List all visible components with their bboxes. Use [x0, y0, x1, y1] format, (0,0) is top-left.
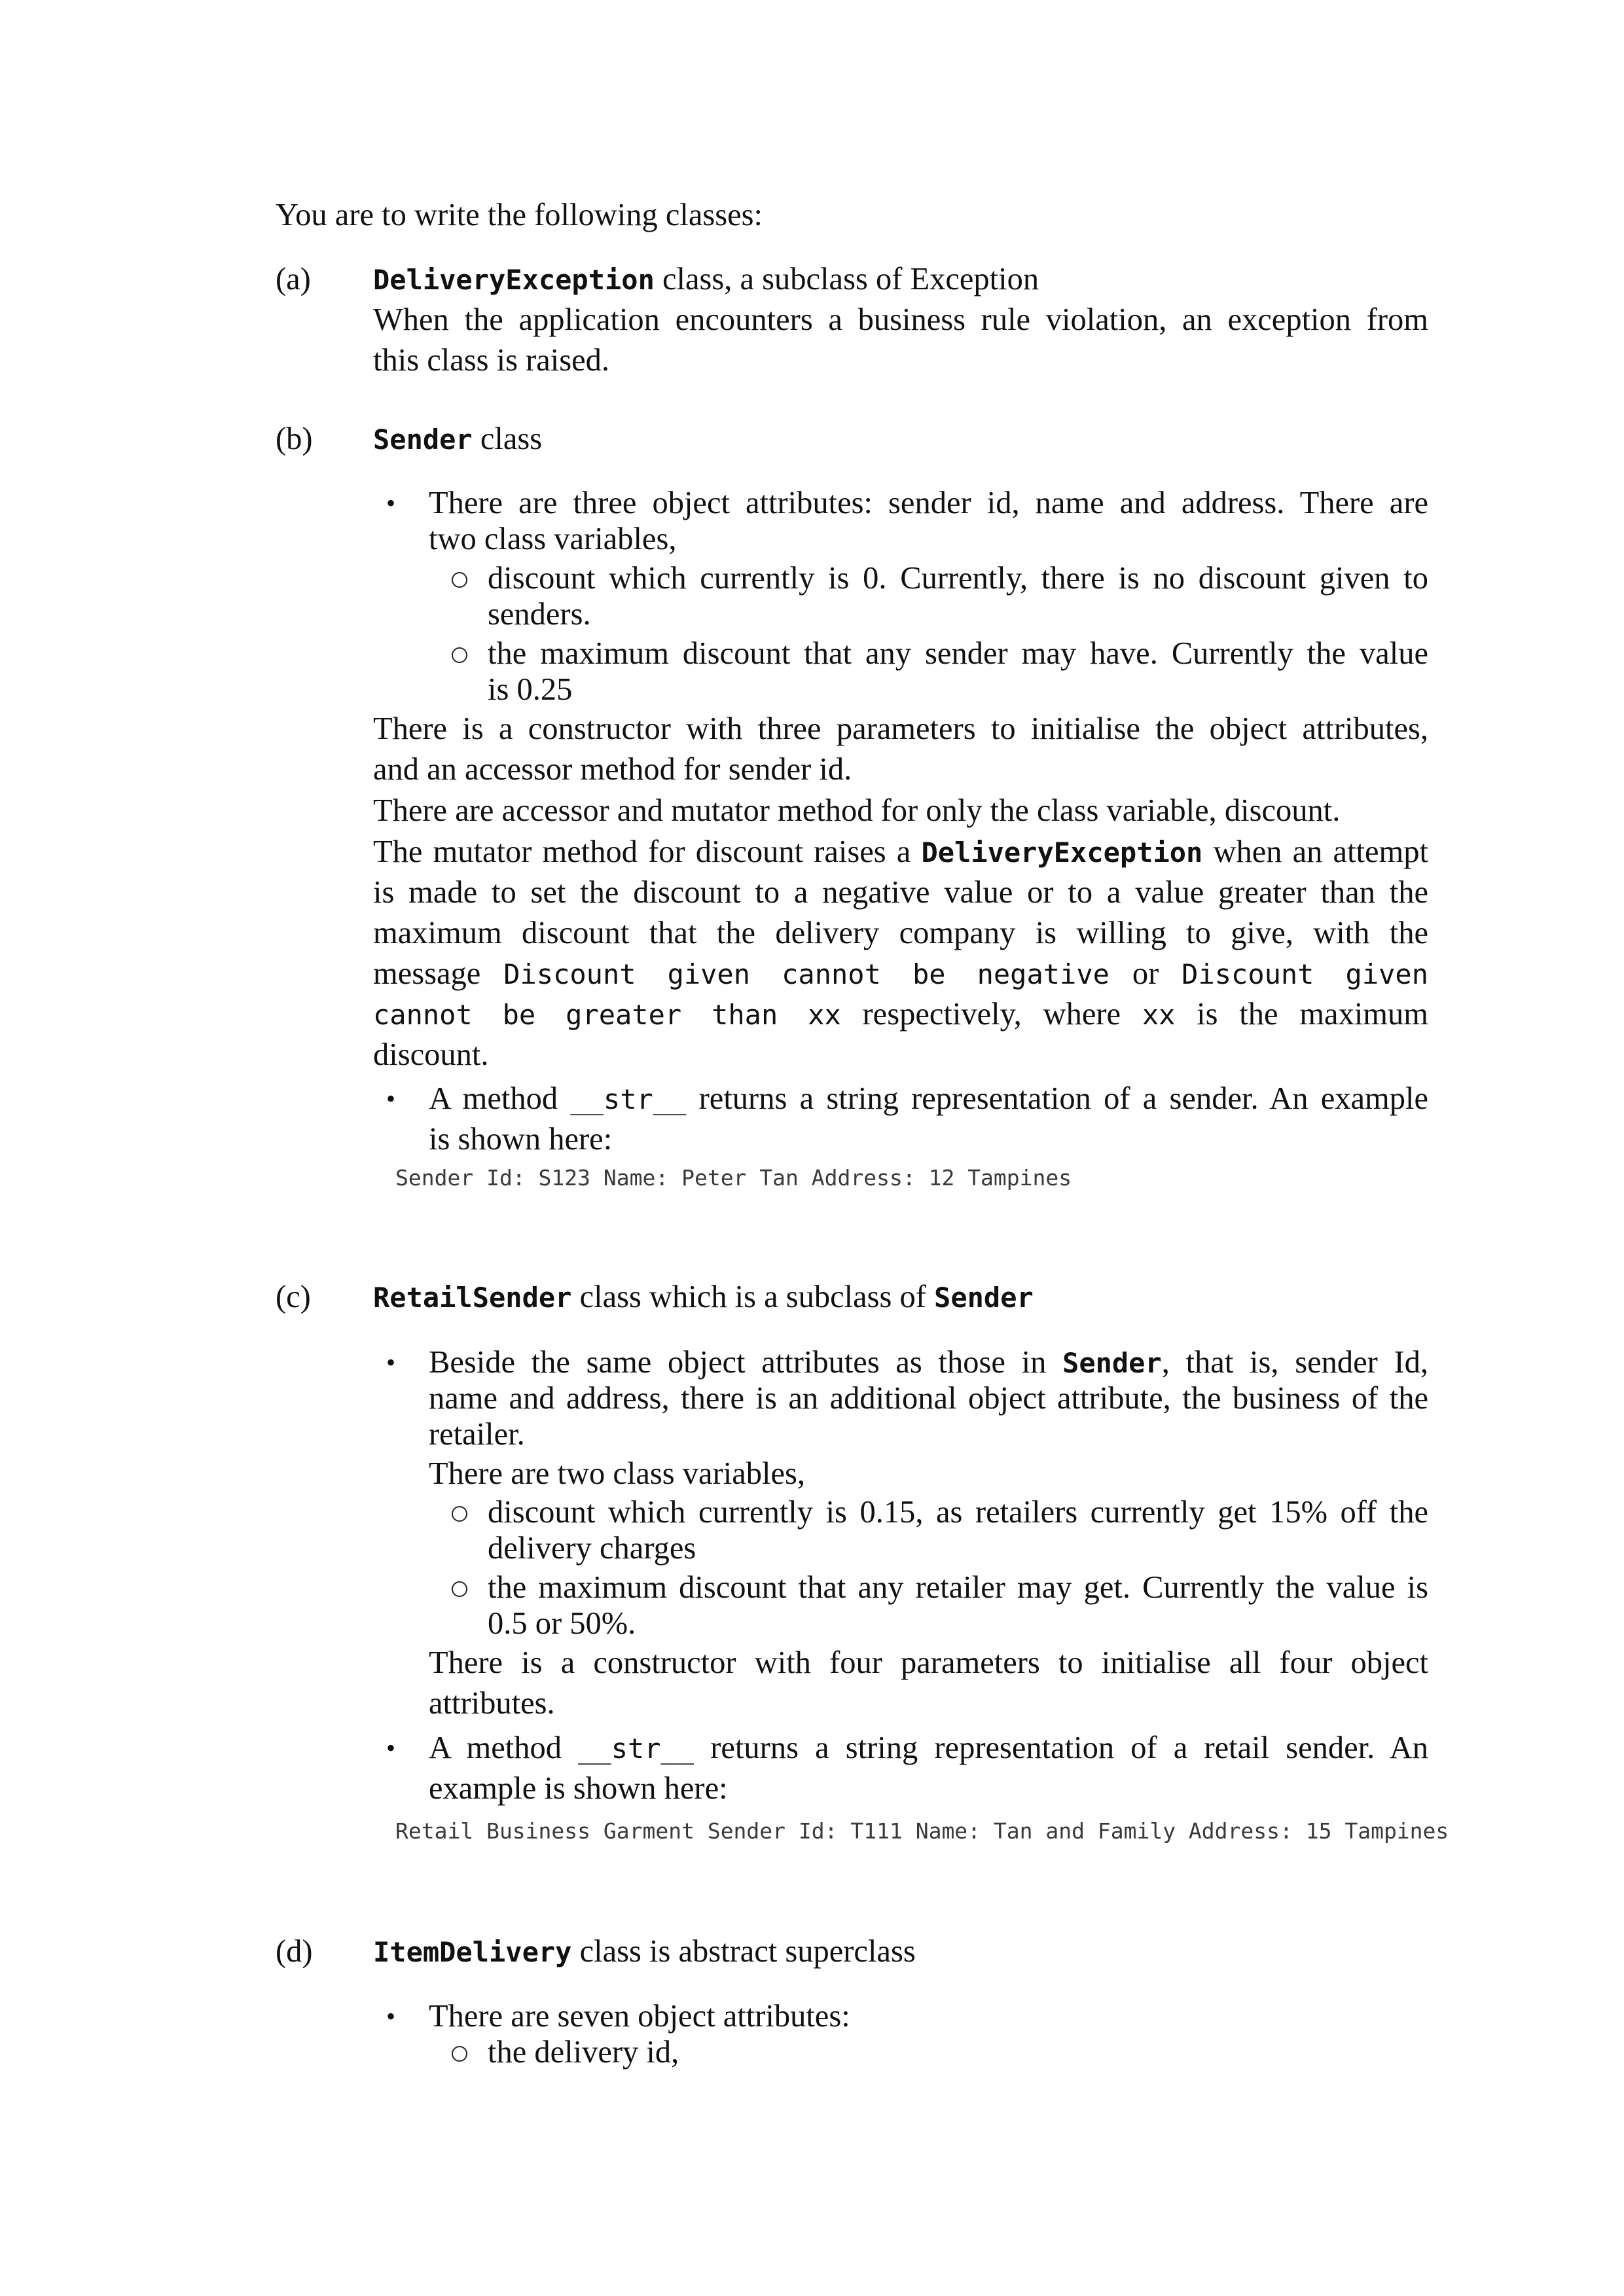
section-c-bullet2-line1: A method __str__ returns a string representation of a retail sender. An: [429, 1731, 1429, 1765]
section-c-bullet1-line2: name and address, there is an additional object attribute, the business of the: [429, 1381, 1428, 1416]
class-name: RetailSender: [373, 1282, 572, 1314]
section-b-bullet1-line2: two class variables,: [429, 522, 677, 556]
inline-code: DeliveryException: [921, 836, 1203, 869]
bullet-icon: •: [386, 1348, 396, 1377]
section-d-bullet1: There are seven object attributes:: [429, 1999, 850, 2034]
section-a-desc-line1: When the application encounters a business rule violation, an exception from: [373, 302, 1428, 337]
section-a-desc-line2: this class is raised.: [373, 343, 610, 378]
section-b-para3-line2: is made to set the discount to a negative value or to a value greater than the: [373, 875, 1428, 910]
section-c-heading: RetailSender class which is a subclass of Sender: [373, 1280, 1034, 1314]
circle-bullet-icon: [452, 1506, 467, 1522]
section-b-para3-line1: The mutator method for discount raises a DeliveryException when an attempt: [373, 834, 1428, 869]
section-b-sub2-line1: the maximum discount that any sender may have. Currently the value: [488, 636, 1428, 671]
inline-code: Sender: [1062, 1347, 1162, 1379]
bullet-icon: •: [386, 1084, 396, 1113]
circle-bullet-icon: [452, 1581, 467, 1597]
section-d-heading: ItemDelivery class is abstract superclass: [373, 1934, 916, 1969]
section-d-sub1: the delivery id,: [488, 2035, 679, 2070]
section-b-example-output: Sender Id: S123 Name: Peter Tan Address: 12 Tampines: [395, 1165, 1072, 1191]
section-b-bullet2-line1: A method __str__ returns a string representation of a sender. An example: [429, 1081, 1428, 1116]
bullet-icon: •: [386, 2001, 396, 2031]
circle-bullet-icon: [452, 647, 467, 663]
section-c-bullet2-line2: example is shown here:: [429, 1771, 728, 1806]
inline-code: Discount given cannot be negative: [503, 958, 1110, 990]
section-b-para3-line4: message Discount given cannot be negative or Discount given: [373, 956, 1428, 991]
section-b-sub2-line2: is 0.25: [488, 672, 573, 707]
section-c-bullet1-line4: There are two class variables,: [429, 1456, 805, 1491]
class-name: ItemDelivery: [373, 1936, 572, 1968]
section-c-sub2-line1: the maximum discount that any retailer may get. Currently the value is: [488, 1570, 1428, 1605]
inline-code: __str__: [570, 1083, 687, 1115]
intro-text: You are to write the following classes:: [276, 198, 763, 232]
section-c-sub1-line2: delivery charges: [488, 1531, 696, 1566]
section-c-example-output: Retail Business Garment Sender Id: T111 Name: Tan and Family Address: 15 Tampines: [395, 1818, 1449, 1844]
section-a-heading: DeliveryException class, a subclass of Exception: [373, 262, 1039, 296]
section-b-para2: There are accessor and mutator method for only the class variable, discount.: [373, 793, 1341, 828]
inline-code: __str__: [578, 1732, 695, 1765]
section-c-sub2-line2: 0.5 or 50%.: [488, 1606, 636, 1641]
inline-code: xx: [1142, 999, 1176, 1031]
circle-bullet-icon: [452, 572, 467, 588]
bullet-icon: •: [386, 1733, 396, 1763]
class-name: DeliveryException: [373, 264, 655, 296]
section-c-label: (c): [276, 1280, 311, 1314]
section-b-para3-line6: discount.: [373, 1037, 489, 1072]
inline-code: cannot be greater than xx: [373, 999, 841, 1031]
inline-code: Discount given: [1182, 958, 1428, 990]
section-a-label: (a): [276, 262, 311, 296]
class-name: Sender: [934, 1282, 1034, 1314]
section-b-bullet1-line1: There are three object attributes: sender id, name and address. There are: [429, 486, 1428, 520]
section-c-bullet1-line1: Beside the same object attributes as those in Sender, that is, sender Id,: [429, 1345, 1428, 1380]
section-b-sub1-line1: discount which currently is 0. Currently, there is no discount given to: [488, 561, 1428, 596]
section-c-bullet1-line3: retailer.: [429, 1417, 525, 1452]
class-name: Sender: [373, 423, 473, 456]
section-b-heading: Sender class: [373, 422, 543, 456]
section-b-label: (b): [276, 422, 313, 456]
section-c-para1-line1: There is a constructor with four parameters to initialise all four object: [429, 1645, 1428, 1680]
section-b-bullet2-line2: is shown here:: [429, 1122, 613, 1157]
section-b-para3-line3: maximum discount that the delivery company is willing to give, with the: [373, 916, 1428, 950]
circle-bullet-icon: [452, 2046, 467, 2062]
bullet-icon: •: [386, 488, 396, 518]
section-b-para1-line2: and an accessor method for sender id.: [373, 752, 852, 787]
section-b-sub1-line2: senders.: [488, 597, 591, 632]
section-b-para3-line5: cannot be greater than xx respectively, where xx is the maximum: [373, 997, 1428, 1031]
section-d-label: (d): [276, 1934, 313, 1969]
section-b-para1-line1: There is a constructor with three parameters to initialise the object attributes,: [373, 711, 1428, 746]
section-c-para1-line2: attributes.: [429, 1686, 555, 1721]
section-c-sub1-line1: discount which currently is 0.15, as retailers currently get 15% off the: [488, 1495, 1428, 1530]
